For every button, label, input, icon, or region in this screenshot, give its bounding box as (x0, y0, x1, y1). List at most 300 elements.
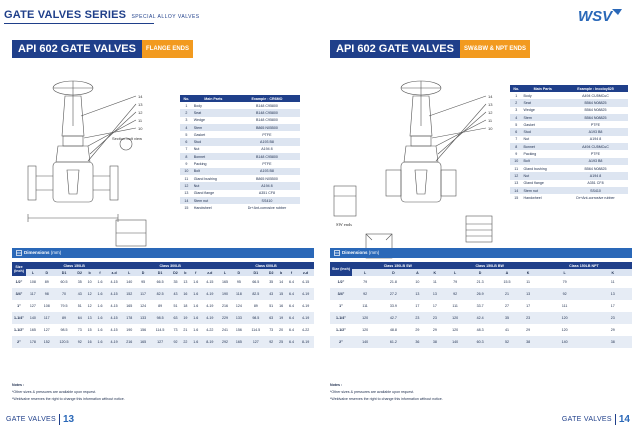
part-number: 7 (185, 147, 188, 152)
dim-cell: 89 (150, 300, 170, 312)
parts-row (510, 172, 628, 179)
dim-cell: 6.4 (286, 312, 298, 324)
part-number: 9 (185, 162, 188, 167)
parts-row (180, 197, 300, 204)
part-material: A494 CU5MCuC (582, 93, 609, 98)
right-dimensions-table (330, 262, 632, 348)
part-name: Seat (523, 99, 563, 106)
parts-header-material: Example : CR6MO (234, 95, 300, 102)
dim-cell: 66.5 (246, 276, 266, 288)
part-name: Handwheel (193, 205, 212, 210)
dim-cell: 95 (136, 276, 150, 288)
dim-cell: 190 (218, 288, 232, 300)
dim-cell: 4-19 (297, 300, 314, 312)
part-name: Gland flange (193, 191, 215, 196)
dim-subheader: L (536, 269, 594, 276)
part-name: Bolt (523, 158, 563, 165)
dim-cell: 27 (494, 300, 521, 312)
dim-cell: 117 (40, 312, 54, 324)
dim-cell: 26.9 (467, 288, 494, 300)
dim-cell: 42.4 (467, 312, 494, 324)
dim-cell: 73 (266, 324, 277, 336)
part-number: 10 (180, 168, 193, 175)
parts-header-part: Main Parts (523, 85, 563, 92)
series-underline (4, 23, 154, 24)
part-number: 1 (185, 103, 188, 108)
left-notes (12, 382, 125, 403)
class-150-header: Class 150LB (26, 262, 122, 269)
left-page-heading (12, 40, 193, 58)
part-name: Nut (193, 182, 234, 189)
dim-cell: 1.6 (190, 336, 202, 348)
dim-subheader: K (520, 269, 535, 276)
dim-cell: 17 (426, 300, 443, 312)
part-name: Bolt (193, 168, 234, 175)
dim-label-text: Dimensions (24, 250, 50, 255)
dim-cell: 51 (170, 300, 181, 312)
size-cell: 3/4" (12, 288, 26, 300)
dim-cell: 29 (520, 324, 535, 336)
dimensions-label (342, 249, 379, 257)
part-name: Nut (523, 172, 563, 179)
dim-cell: 89 (246, 300, 266, 312)
svg-text:13: 13 (138, 102, 143, 107)
svg-text:12: 12 (488, 110, 493, 115)
dim-subheader: b (181, 269, 190, 276)
part-number: 2 (180, 109, 193, 116)
dim-unit: (mm) (50, 250, 62, 255)
dim-cell: 18 (181, 300, 190, 312)
dim-cell: 241 (218, 324, 232, 336)
part-material: A193 B8 (234, 168, 300, 175)
dim-cell: 23 (409, 312, 426, 324)
size-cell: 1" (12, 300, 26, 312)
part-number: 2 (510, 99, 523, 106)
dim-cell: 1.6 (94, 300, 106, 312)
right-footer-text: GATE VALVES (561, 416, 612, 423)
size-header: Size (inch) (330, 262, 352, 276)
part-number: 8 (180, 153, 193, 160)
dim-cell: 61.2 (378, 336, 409, 348)
dim-cell: 127 (150, 336, 170, 348)
dim-cell: 17 (409, 300, 426, 312)
part-material: A194 8 (261, 147, 273, 152)
svg-text:10: 10 (488, 126, 493, 131)
dim-cell: 33.7 (467, 300, 494, 312)
dimensions-label (24, 249, 61, 257)
dim-cell: 216 (122, 336, 136, 348)
part-material: B564 N08825 (584, 166, 607, 171)
dim-cell: 13 (520, 288, 535, 300)
dim-cell: 13 (426, 288, 443, 300)
dim-cell: 108 (40, 300, 54, 312)
dim-cell: 4-15 (106, 276, 123, 288)
dim-cell: 92 (266, 336, 277, 348)
svg-text:10: 10 (138, 126, 143, 131)
dim-subheader: z-d (106, 269, 123, 276)
part-number: 5 (185, 132, 188, 137)
dim-cell: 165 (218, 276, 232, 288)
part-name: Stem (193, 124, 234, 131)
dim-cell: 42.7 (378, 312, 409, 324)
parts-row (180, 146, 300, 153)
right-footer-divider (615, 414, 616, 425)
dim-subheader: K (426, 269, 443, 276)
dim-cell: 4-19 (202, 312, 219, 324)
wsv-logo (576, 6, 624, 24)
logo-mark-icon (612, 9, 622, 15)
dim-subheader: f (190, 269, 202, 276)
dim-subheader: D (40, 269, 54, 276)
part-number: 14 (510, 187, 523, 194)
dim-cell: 1.6 (190, 324, 202, 336)
dim-cell: 92 (444, 288, 467, 300)
parts-row (180, 175, 300, 182)
dim-cell: 1.6 (94, 312, 106, 324)
part-name: Packing (523, 152, 537, 157)
dim-cell: 41 (494, 324, 521, 336)
dim-cell: 13 (85, 312, 94, 324)
dim-cell: 4-15 (106, 324, 123, 336)
dim-cell: 17 (593, 300, 632, 312)
dim-cell: 127 (40, 324, 54, 336)
dim-subheader: L (122, 269, 136, 276)
part-name: Body (523, 93, 532, 98)
parts-row (510, 158, 628, 165)
dim-cell: 6.4 (286, 288, 298, 300)
part-number: 15 (184, 205, 189, 210)
parts-row (510, 114, 628, 121)
dim-cell: 4-15 (106, 312, 123, 324)
part-number: 13 (514, 181, 519, 186)
dim-cell: 190 (122, 324, 136, 336)
parts-row (180, 117, 300, 124)
left-footer-divider (59, 414, 60, 425)
dim-cell: 165 (26, 324, 40, 336)
size-cell: 1-1/2" (330, 324, 352, 336)
parts-header-no: No. (180, 95, 193, 102)
table-row (12, 300, 314, 312)
dim-cell: 114.5 (246, 324, 266, 336)
dim-cell: 92 (352, 288, 378, 300)
parts-row (510, 107, 628, 114)
part-material: A193 B8 (563, 128, 628, 135)
size-cell: 1/2" (330, 276, 352, 288)
parts-row (510, 128, 628, 135)
class-150-sw-header: Class 150LB SW (352, 262, 444, 269)
dim-cell: 79 (444, 276, 467, 288)
dim-cell: 89 (54, 312, 75, 324)
dim-cell: 92 (74, 336, 85, 348)
ruler-icon (334, 250, 340, 256)
dim-cell: 4-19 (202, 288, 219, 300)
dim-cell: 12 (85, 288, 94, 300)
parts-row (510, 136, 628, 143)
dim-cell: 89 (40, 276, 54, 288)
dim-cell: 1.6 (190, 300, 202, 312)
dim-cell: 15 (85, 324, 94, 336)
left-dimensions-bar (12, 248, 314, 258)
dim-cell: 21.8 (378, 276, 409, 288)
part-number: 1 (515, 93, 518, 98)
dim-cell: 38 (426, 336, 443, 348)
part-name: Gasket (193, 132, 206, 137)
dim-cell: 23 (426, 312, 443, 324)
dim-subheader: D (467, 269, 494, 276)
dim-cell: 35 (74, 276, 85, 288)
dim-cell: 36 (409, 336, 426, 348)
dim-cell: 114.5 (150, 324, 170, 336)
dim-subheader: D (136, 269, 150, 276)
dim-cell: 27.2 (378, 288, 409, 300)
dim-cell: 140 (444, 336, 467, 348)
table-row (330, 276, 632, 288)
part-name: Gland flange (523, 181, 544, 186)
left-footer-text: GATE VALVES (6, 416, 56, 423)
dim-cell: 1.6 (94, 336, 106, 348)
dim-cell: 165 (122, 300, 136, 312)
dim-cell: 13 (181, 276, 190, 288)
dim-cell: 15 (277, 288, 286, 300)
dim-cell: 4-15 (106, 300, 123, 312)
dim-cell: 120 (352, 312, 378, 324)
note-sizes: *Other sizes & pressures are available upon request. (330, 390, 415, 394)
table-row (12, 288, 314, 300)
part-material: A193 B8 (563, 158, 628, 165)
dim-cell: 35 (494, 312, 521, 324)
dim-cell: 1.6 (190, 288, 202, 300)
right-page-tag: SW&BW & NPT ENDS (460, 40, 530, 58)
part-name: Stud (523, 128, 563, 135)
parts-row (180, 102, 300, 109)
part-number: 7 (515, 137, 518, 142)
dim-cell: 79.5 (54, 300, 75, 312)
dim-cell: 292 (218, 336, 232, 348)
dim-cell: 16 (85, 336, 94, 348)
dim-cell: 22 (181, 336, 190, 348)
dim-cell: 120 (444, 312, 467, 324)
part-material: PTFE (262, 162, 272, 167)
dim-cell: 60.3 (467, 336, 494, 348)
dim-cell: 29 (409, 324, 426, 336)
dim-subheader: K (593, 269, 632, 276)
part-number: 4 (510, 114, 523, 121)
dim-cell: 156 (136, 324, 150, 336)
dim-cell: 14 (277, 276, 286, 288)
part-material: PTFE (590, 122, 601, 127)
dim-cell: 66.5 (150, 276, 170, 288)
left-page-tag: FLANGE ENDS (142, 40, 193, 58)
dim-cell: 6.4 (286, 324, 298, 336)
part-name: Stem (523, 114, 563, 121)
dim-cell: 25 (277, 336, 286, 348)
dim-cell: 4-19 (297, 312, 314, 324)
dim-cell: 11 (520, 276, 535, 288)
table-row (12, 276, 314, 288)
part-material: Dr+Ant-corrosive rubber (247, 205, 287, 210)
dim-cell: 4-22 (202, 324, 219, 336)
dim-cell: 15.5 (494, 276, 521, 288)
dim-cell: 152 (40, 336, 54, 348)
note-rights: *Weldvalve reserves the right to change this information without notice. (12, 397, 125, 401)
dim-cell: 98.5 (54, 324, 75, 336)
dim-cell: 82.5 (246, 288, 266, 300)
note-sizes: *Other sizes & pressures are available upon request. (12, 390, 97, 394)
dim-cell: 21 (181, 324, 190, 336)
dim-cell: 29 (593, 324, 632, 336)
dim-cell: 1.6 (190, 276, 202, 288)
dim-subheader: D2 (74, 269, 85, 276)
dim-cell: 11 (593, 276, 632, 288)
dim-cell: 117 (136, 288, 150, 300)
dim-cell: 63 (170, 312, 181, 324)
part-name: Gland bushing (193, 176, 217, 181)
left-page-number: 13 (62, 414, 75, 425)
dim-subheader: D2 (266, 269, 277, 276)
table-row (12, 324, 314, 336)
dim-cell: 43 (74, 288, 85, 300)
dim-subheader: L (352, 269, 378, 276)
part-material: A194 8 (234, 182, 300, 189)
part-material: B148 C95800 (255, 103, 278, 108)
part-number: 3 (185, 118, 188, 123)
dim-cell: 43 (170, 288, 181, 300)
dim-subheader: L (218, 269, 232, 276)
dim-subheader: b (85, 269, 94, 276)
dim-cell: 98.5 (150, 312, 170, 324)
right-page-number: 14 (618, 414, 630, 425)
dim-unit: (mm) (368, 250, 380, 255)
part-number: 4 (180, 124, 193, 131)
dim-subheader: f (286, 269, 298, 276)
parts-row (180, 160, 300, 167)
dim-cell: 8-19 (297, 336, 314, 348)
part-number: 8 (510, 143, 523, 150)
class-150-bw-header: Class 150LB BW (444, 262, 536, 269)
dim-cell: 229 (218, 312, 232, 324)
dim-subheader: A (494, 269, 521, 276)
note-rights: *Weldvalve reserves the right to change this information without notice. (330, 397, 443, 401)
svg-text:11: 11 (488, 118, 493, 123)
part-material: Dr+Ant-corrosive rubber (576, 195, 615, 200)
dim-cell: 1.6 (190, 312, 202, 324)
part-name: Nut (523, 137, 530, 142)
dim-cell: 73 (74, 324, 85, 336)
part-material: SS410 (563, 187, 628, 194)
dim-cell: 60.5 (54, 276, 75, 288)
dim-cell: 118 (232, 288, 246, 300)
dim-cell: 38 (593, 336, 632, 348)
part-material: PTFE (262, 132, 272, 137)
part-name: Body (193, 103, 202, 108)
part-material: B148 C95800 (234, 109, 300, 116)
dim-cell: 140 (352, 336, 378, 348)
parts-header-material: Example : Incoloy825 (563, 85, 628, 92)
dim-cell: 35 (266, 276, 277, 288)
dim-cell: 6.4 (286, 336, 298, 348)
part-material: PTFE (590, 152, 601, 157)
dim-cell: 165 (232, 336, 246, 348)
part-number: 11 (514, 166, 519, 171)
dim-cell: 16 (181, 288, 190, 300)
part-name: Stud (193, 138, 234, 145)
left-page (4, 30, 318, 410)
right-footer (562, 414, 630, 425)
dim-cell: 35 (170, 276, 181, 288)
parts-row (180, 190, 300, 197)
dim-cell: 79 (352, 276, 378, 288)
dim-cell: 111 (352, 300, 378, 312)
ruler-icon (16, 250, 22, 256)
part-name: Nut (193, 147, 200, 152)
dim-cell: 79 (536, 276, 594, 288)
parts-row (510, 194, 628, 201)
dim-cell: 73 (170, 324, 181, 336)
dim-subheader: b (277, 269, 286, 276)
parts-row (510, 143, 628, 150)
part-material: B148 C95800 (234, 153, 300, 160)
dim-cell: 92 (170, 336, 181, 348)
dim-subheader: L (444, 269, 467, 276)
dim-cell: 20 (277, 324, 286, 336)
parts-row (510, 150, 628, 157)
parts-row (510, 121, 628, 128)
dim-cell: 133 (232, 312, 246, 324)
part-material: B564 N08825 (584, 108, 607, 113)
part-number: 12 (510, 172, 523, 179)
dim-cell: 48.8 (378, 324, 409, 336)
size-cell: 1-1/2" (12, 324, 26, 336)
part-material: A351 CF8 (258, 191, 276, 196)
dim-cell: 165 (136, 336, 150, 348)
table-row (12, 312, 314, 324)
dim-cell: 95 (232, 276, 246, 288)
parts-row (180, 153, 300, 160)
part-number: 5 (515, 122, 518, 127)
dim-subheader: D (232, 269, 246, 276)
dim-cell: 111 (536, 300, 594, 312)
dim-cell: 29 (426, 324, 443, 336)
class-300-header: Class 300LB (122, 262, 218, 269)
size-cell: 3/4" (330, 288, 352, 300)
part-material: A494 CU5MCuC (563, 143, 628, 150)
parts-row (180, 138, 300, 145)
notes-title: Notes : (12, 383, 25, 387)
dim-subheader: D1 (246, 269, 266, 276)
size-cell: 2" (330, 336, 352, 348)
dim-subheader: f (94, 269, 106, 276)
left-page-title: API 602 GATE VALVES (12, 40, 142, 58)
parts-row (180, 109, 300, 116)
dim-cell: 16 (277, 300, 286, 312)
parts-header-part: Main Parts (193, 95, 234, 102)
dim-cell: 52 (494, 336, 521, 348)
table-row (330, 324, 632, 336)
part-name: Stem nut (193, 197, 234, 204)
dim-cell: 4-19 (297, 288, 314, 300)
parts-row (510, 165, 628, 172)
part-material: B865 N05500 (255, 176, 278, 181)
logo-text: WSV (578, 8, 613, 24)
part-material: A194 8 (563, 172, 628, 179)
dim-cell: 216 (218, 300, 232, 312)
part-name: Wedge (523, 108, 535, 113)
right-page-heading (330, 40, 530, 58)
dim-cell: 8-19 (202, 336, 219, 348)
dim-cell: 10 (85, 276, 94, 288)
parts-row (180, 124, 300, 131)
dim-cell: 120 (536, 312, 594, 324)
